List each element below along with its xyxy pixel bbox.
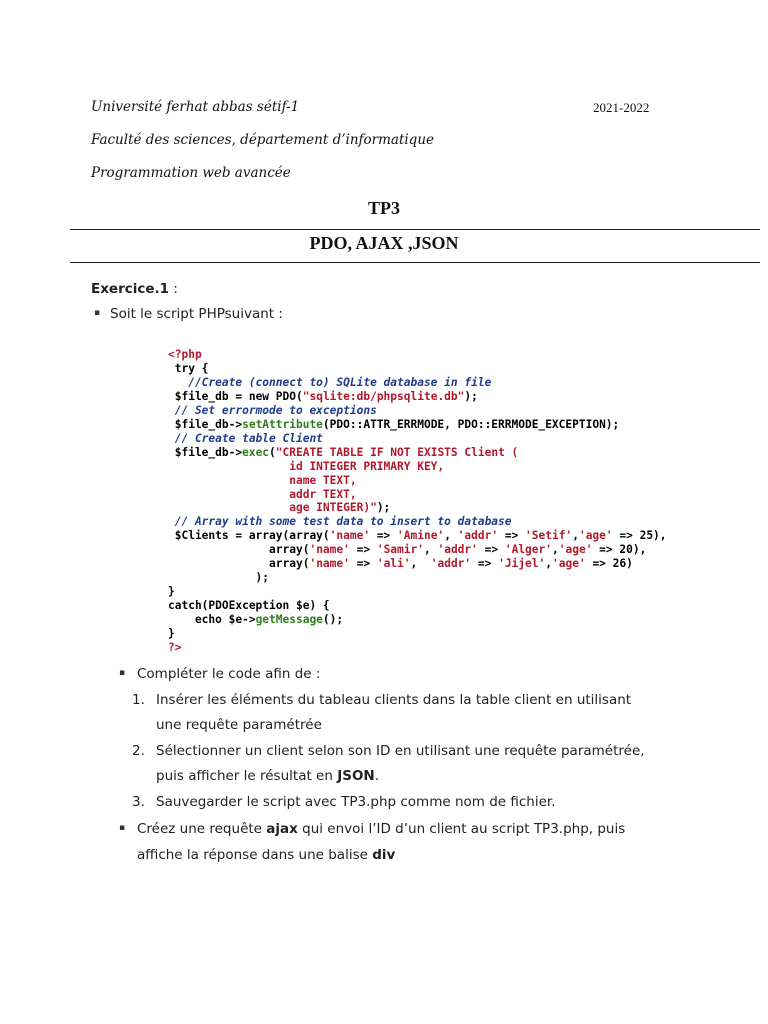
code-line: } <box>168 585 175 599</box>
ajax-line-2: affiche la réponse dans une balise div <box>137 847 396 863</box>
code-line: array( <box>168 543 310 557</box>
code-line: age INTEGER)" <box>168 501 377 515</box>
academic-year: 2021-2022 <box>593 100 650 115</box>
faculty-name: Faculté des sciences, département d’informatique <box>91 132 435 148</box>
code-line: name TEXT, <box>168 473 357 487</box>
code-line: // Set errormode to exceptions <box>168 403 377 417</box>
step-1-line-2: une requête paramétrée <box>156 717 322 733</box>
code-line: addr TEXT, <box>168 487 357 501</box>
php-code-block: <?php try { //Create (connect to) SQLite database in file $file_db = new PDO("sqlite:db/phpsqlite.db"); // Set errormode to exceptions $file_db->setAttribute(PDO::ATTR_ERRMODE, PDO::ERRMODE_EXCEPTION); // Create table Client $file_db->exec("CREATE TABLE IF NOT EXISTS Client ( id INTEGER PRIMARY KEY, name TEXT, addr TEXT, age INTEGER)"); // Array with some test data to insert to database $Clients = array(array('name' => 'Amine', 'addr' => 'Setif','age' => 25), array('name' => 'Samir', 'addr' => 'Alger','age' => 20), array('name' => 'ali', 'addr' => 'Jijel','age' => 26) ); } catch(PDOException $e) { echo $e->getMessage(); } ?> <box>168 348 667 655</box>
tp-topic: PDO, AJAX ,JSON <box>309 233 459 253</box>
code-line: <?php <box>168 348 202 361</box>
ajax-line-1: Créez une requête ajax qui envoi l’ID d’un client au script TP3.php, puis <box>137 821 626 837</box>
university-name: Université ferhat abbas sétif-1 <box>91 99 300 115</box>
step-1-line-1: Insérer les éléments du tableau clients dans la table client en utilisant <box>156 692 632 708</box>
exercise-label: Exercice.1 <box>91 281 170 297</box>
step-2-text: puis afficher le résultat en <box>156 768 338 784</box>
intro-text: Soit le script PHPsuivant : <box>110 306 283 322</box>
exercise-label-suffix: : <box>169 281 178 297</box>
code-line: $file_db-> <box>168 445 243 459</box>
json-keyword: JSON <box>337 768 375 784</box>
code-line: $Clients = array(array( <box>168 529 330 543</box>
course-name: Programmation web avancée <box>91 165 291 181</box>
code-line: array( <box>168 557 310 571</box>
step-number: 1. <box>132 692 145 708</box>
div-keyword: div <box>372 847 396 863</box>
exercise-title <box>91 281 178 297</box>
tp-title: TP3 <box>367 198 400 218</box>
code-line: ); <box>168 571 270 585</box>
code-line: //Create (connect to) SQLite database in file <box>168 375 492 389</box>
code-line: $file_db = <box>168 389 249 403</box>
step-2-line-1: Sélectionner un client selon son ID en utilisant une requête paramétrée, <box>156 743 645 759</box>
step-number: 3. <box>132 794 145 810</box>
code-line: id INTEGER PRIMARY KEY, <box>168 459 445 473</box>
bottom-rule <box>70 262 760 263</box>
step-2-line-2 <box>156 768 379 784</box>
step-2-period: . <box>374 768 380 784</box>
code-line: // Create table Client <box>168 431 323 445</box>
code-line: echo $e-> <box>168 613 256 627</box>
code-line: try { <box>168 361 209 375</box>
complete-intro-text: Compléter le code afin de : <box>137 666 321 682</box>
code-line: // Array with some test data to insert to database <box>168 515 512 529</box>
step-number: 2. <box>132 743 145 759</box>
code-line: ?> <box>168 641 182 655</box>
top-rule <box>70 229 760 230</box>
code-line: $file_db-> <box>168 417 243 431</box>
ajax-keyword: ajax <box>266 821 298 837</box>
code-line: } <box>168 627 175 641</box>
code-line: catch(PDOException $e) { <box>168 599 330 613</box>
step-3-line-1: Sauvegarder le script avec TP3.php comme nom de fichier. <box>156 794 556 810</box>
